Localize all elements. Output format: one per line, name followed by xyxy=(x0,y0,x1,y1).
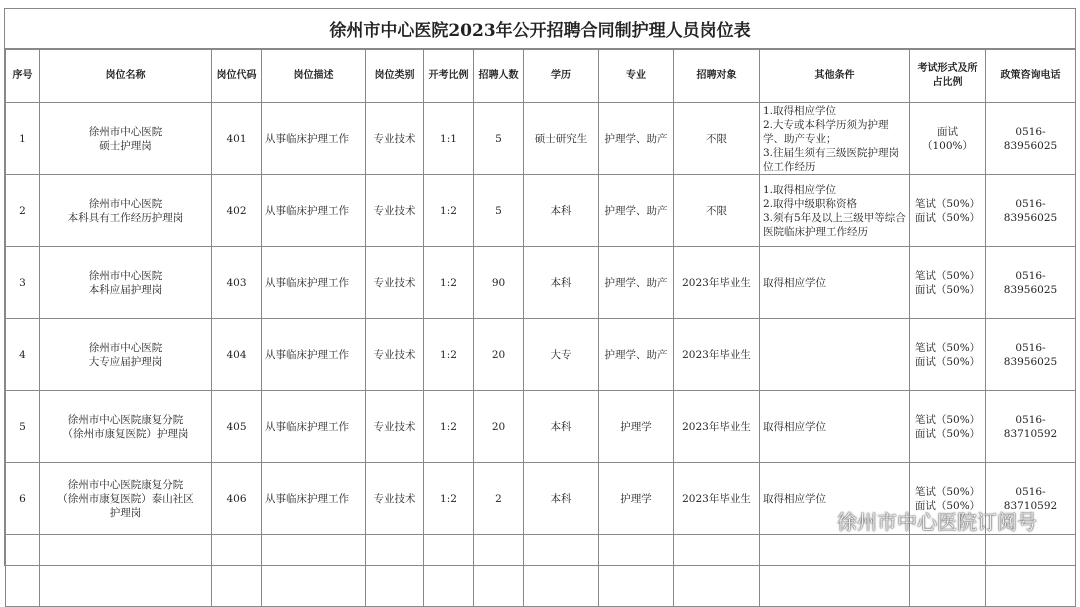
table-row xyxy=(6,175,1076,247)
cell-category: 专业技术 xyxy=(366,463,424,535)
positions-table xyxy=(5,49,1076,607)
blank-cell xyxy=(262,535,366,607)
cell-no: 2 xyxy=(6,175,40,247)
cell-name: 徐州市中心医院 大专应届护理岗 xyxy=(40,319,212,391)
cell-name: 徐州市中心医院 硕士护理岗 xyxy=(40,103,212,175)
table-row xyxy=(6,103,1076,175)
blank-cell xyxy=(986,535,1076,607)
cell-phone: 0516-83710592 xyxy=(986,391,1076,463)
header-count: 招聘人数 xyxy=(474,50,524,103)
cell-phone: 0516-83956025 xyxy=(986,247,1076,319)
cell-edu: 本科 xyxy=(524,391,599,463)
cell-code: 402 xyxy=(212,175,262,247)
cell-code: 403 xyxy=(212,247,262,319)
cell-no: 3 xyxy=(6,247,40,319)
blank-cell xyxy=(474,535,524,607)
blank-cell xyxy=(424,535,474,607)
cell-category: 专业技术 xyxy=(366,319,424,391)
header-ratio: 开考比例 xyxy=(424,50,474,103)
cell-category: 专业技术 xyxy=(366,391,424,463)
cell-phone: 0516-83956025 xyxy=(986,175,1076,247)
cell-ratio: 1:2 xyxy=(424,319,474,391)
cell-ratio: 1:2 xyxy=(424,463,474,535)
blank-cell xyxy=(40,535,212,607)
cell-name: 徐州市中心医院 本科应届护理岗 xyxy=(40,247,212,319)
recruitment-sheet xyxy=(4,8,1076,566)
blank-cell xyxy=(366,535,424,607)
cell-no: 1 xyxy=(6,103,40,175)
header-other: 其他条件 xyxy=(760,50,910,103)
cell-other: 取得相应学位 xyxy=(760,391,910,463)
cell-count: 5 xyxy=(474,103,524,175)
cell-category: 专业技术 xyxy=(366,175,424,247)
blank-cell xyxy=(212,535,262,607)
cell-exam: 面试 （100%） xyxy=(910,103,986,175)
table-row xyxy=(6,247,1076,319)
cell-other xyxy=(760,319,910,391)
cell-other: 取得相应学位 xyxy=(760,463,910,535)
cell-phone: 0516-83710592 xyxy=(986,463,1076,535)
cell-code: 406 xyxy=(212,463,262,535)
blank-cell xyxy=(599,535,674,607)
cell-no: 6 xyxy=(6,463,40,535)
table-row xyxy=(6,463,1076,535)
cell-major: 护理学 xyxy=(599,391,674,463)
table-title: 徐州市中心医院2023年公开招聘合同制护理人员岗位表 xyxy=(5,9,1075,49)
cell-count: 90 xyxy=(474,247,524,319)
cell-exam: 笔试（50%） 面试（50%） xyxy=(910,319,986,391)
cell-edu: 大专 xyxy=(524,319,599,391)
header-target: 招聘对象 xyxy=(674,50,760,103)
cell-no: 4 xyxy=(6,319,40,391)
cell-major: 护理学 xyxy=(599,463,674,535)
cell-ratio: 1:1 xyxy=(424,103,474,175)
cell-count: 20 xyxy=(474,391,524,463)
cell-count: 20 xyxy=(474,319,524,391)
cell-major: 护理学、助产 xyxy=(599,319,674,391)
watermark-text: 徐州市中心医院订阅号 xyxy=(837,510,1037,534)
header-code: 岗位代码 xyxy=(212,50,262,103)
cell-exam: 笔试（50%） 面试（50%） xyxy=(910,175,986,247)
cell-no: 5 xyxy=(6,391,40,463)
cell-code: 405 xyxy=(212,391,262,463)
cell-desc: 从事临床护理工作 xyxy=(262,103,366,175)
cell-ratio: 1:2 xyxy=(424,247,474,319)
header-phone: 政策咨询电话 xyxy=(986,50,1076,103)
cell-other: 1.取得相应学位 2.取得中级职称资格 3.须有5年及以上三级甲等综合医院临床护理工作经历 xyxy=(760,175,910,247)
cell-edu: 本科 xyxy=(524,247,599,319)
cell-count: 5 xyxy=(474,175,524,247)
header-name: 岗位名称 xyxy=(40,50,212,103)
cell-edu: 硕士研究生 xyxy=(524,103,599,175)
blank-cell xyxy=(524,535,599,607)
cell-exam: 笔试（50%） 面试（50%） xyxy=(910,391,986,463)
header-desc: 岗位描述 xyxy=(262,50,366,103)
cell-category: 专业技术 xyxy=(366,247,424,319)
cell-target: 2023年毕业生 xyxy=(674,463,760,535)
cell-edu: 本科 xyxy=(524,463,599,535)
cell-edu: 本科 xyxy=(524,175,599,247)
cell-desc: 从事临床护理工作 xyxy=(262,175,366,247)
cell-ratio: 1:2 xyxy=(424,175,474,247)
cell-count: 2 xyxy=(474,463,524,535)
cell-name: 徐州市中心医院 本科具有工作经历护理岗 xyxy=(40,175,212,247)
header-category: 岗位类别 xyxy=(366,50,424,103)
blank-row xyxy=(6,535,1076,607)
table-row xyxy=(6,319,1076,391)
cell-other: 取得相应学位 xyxy=(760,247,910,319)
header-major: 专业 xyxy=(599,50,674,103)
cell-desc: 从事临床护理工作 xyxy=(262,391,366,463)
cell-major: 护理学、助产 xyxy=(599,103,674,175)
cell-name: 徐州市中心医院康复分院 （徐州市康复医院）泰山社区 护理岗 xyxy=(40,463,212,535)
cell-other: 1.取得相应学位 2.大专或本科学历须为护理学、助产专业； 3.往届生须有三级医院护理岗位工作经历 xyxy=(760,103,910,175)
blank-cell xyxy=(6,535,40,607)
cell-ratio: 1:2 xyxy=(424,391,474,463)
cell-phone: 0516-83956025 xyxy=(986,103,1076,175)
blank-cell xyxy=(910,535,986,607)
blank-cell xyxy=(760,535,910,607)
blank-cell xyxy=(674,535,760,607)
header-exam: 考试形式及所占比例 xyxy=(910,50,986,103)
cell-exam: 笔试（50%） 面试（50%） xyxy=(910,247,986,319)
cell-major: 护理学、助产 xyxy=(599,247,674,319)
cell-desc: 从事临床护理工作 xyxy=(262,319,366,391)
cell-desc: 从事临床护理工作 xyxy=(262,247,366,319)
header-row xyxy=(6,50,1076,103)
cell-desc: 从事临床护理工作 xyxy=(262,463,366,535)
cell-major: 护理学、助产 xyxy=(599,175,674,247)
cell-code: 401 xyxy=(212,103,262,175)
cell-target: 不限 xyxy=(674,175,760,247)
cell-target: 2023年毕业生 xyxy=(674,391,760,463)
cell-category: 专业技术 xyxy=(366,103,424,175)
cell-target: 2023年毕业生 xyxy=(674,247,760,319)
cell-phone: 0516-83956025 xyxy=(986,319,1076,391)
table-row xyxy=(6,391,1076,463)
header-edu: 学历 xyxy=(524,50,599,103)
cell-target: 不限 xyxy=(674,103,760,175)
header-no: 序号 xyxy=(6,50,40,103)
cell-exam: 笔试（50%） 面试（50%） xyxy=(910,463,986,535)
cell-target: 2023年毕业生 xyxy=(674,319,760,391)
cell-code: 404 xyxy=(212,319,262,391)
cell-name: 徐州市中心医院康复分院 （徐州市康复医院）护理岗 xyxy=(40,391,212,463)
